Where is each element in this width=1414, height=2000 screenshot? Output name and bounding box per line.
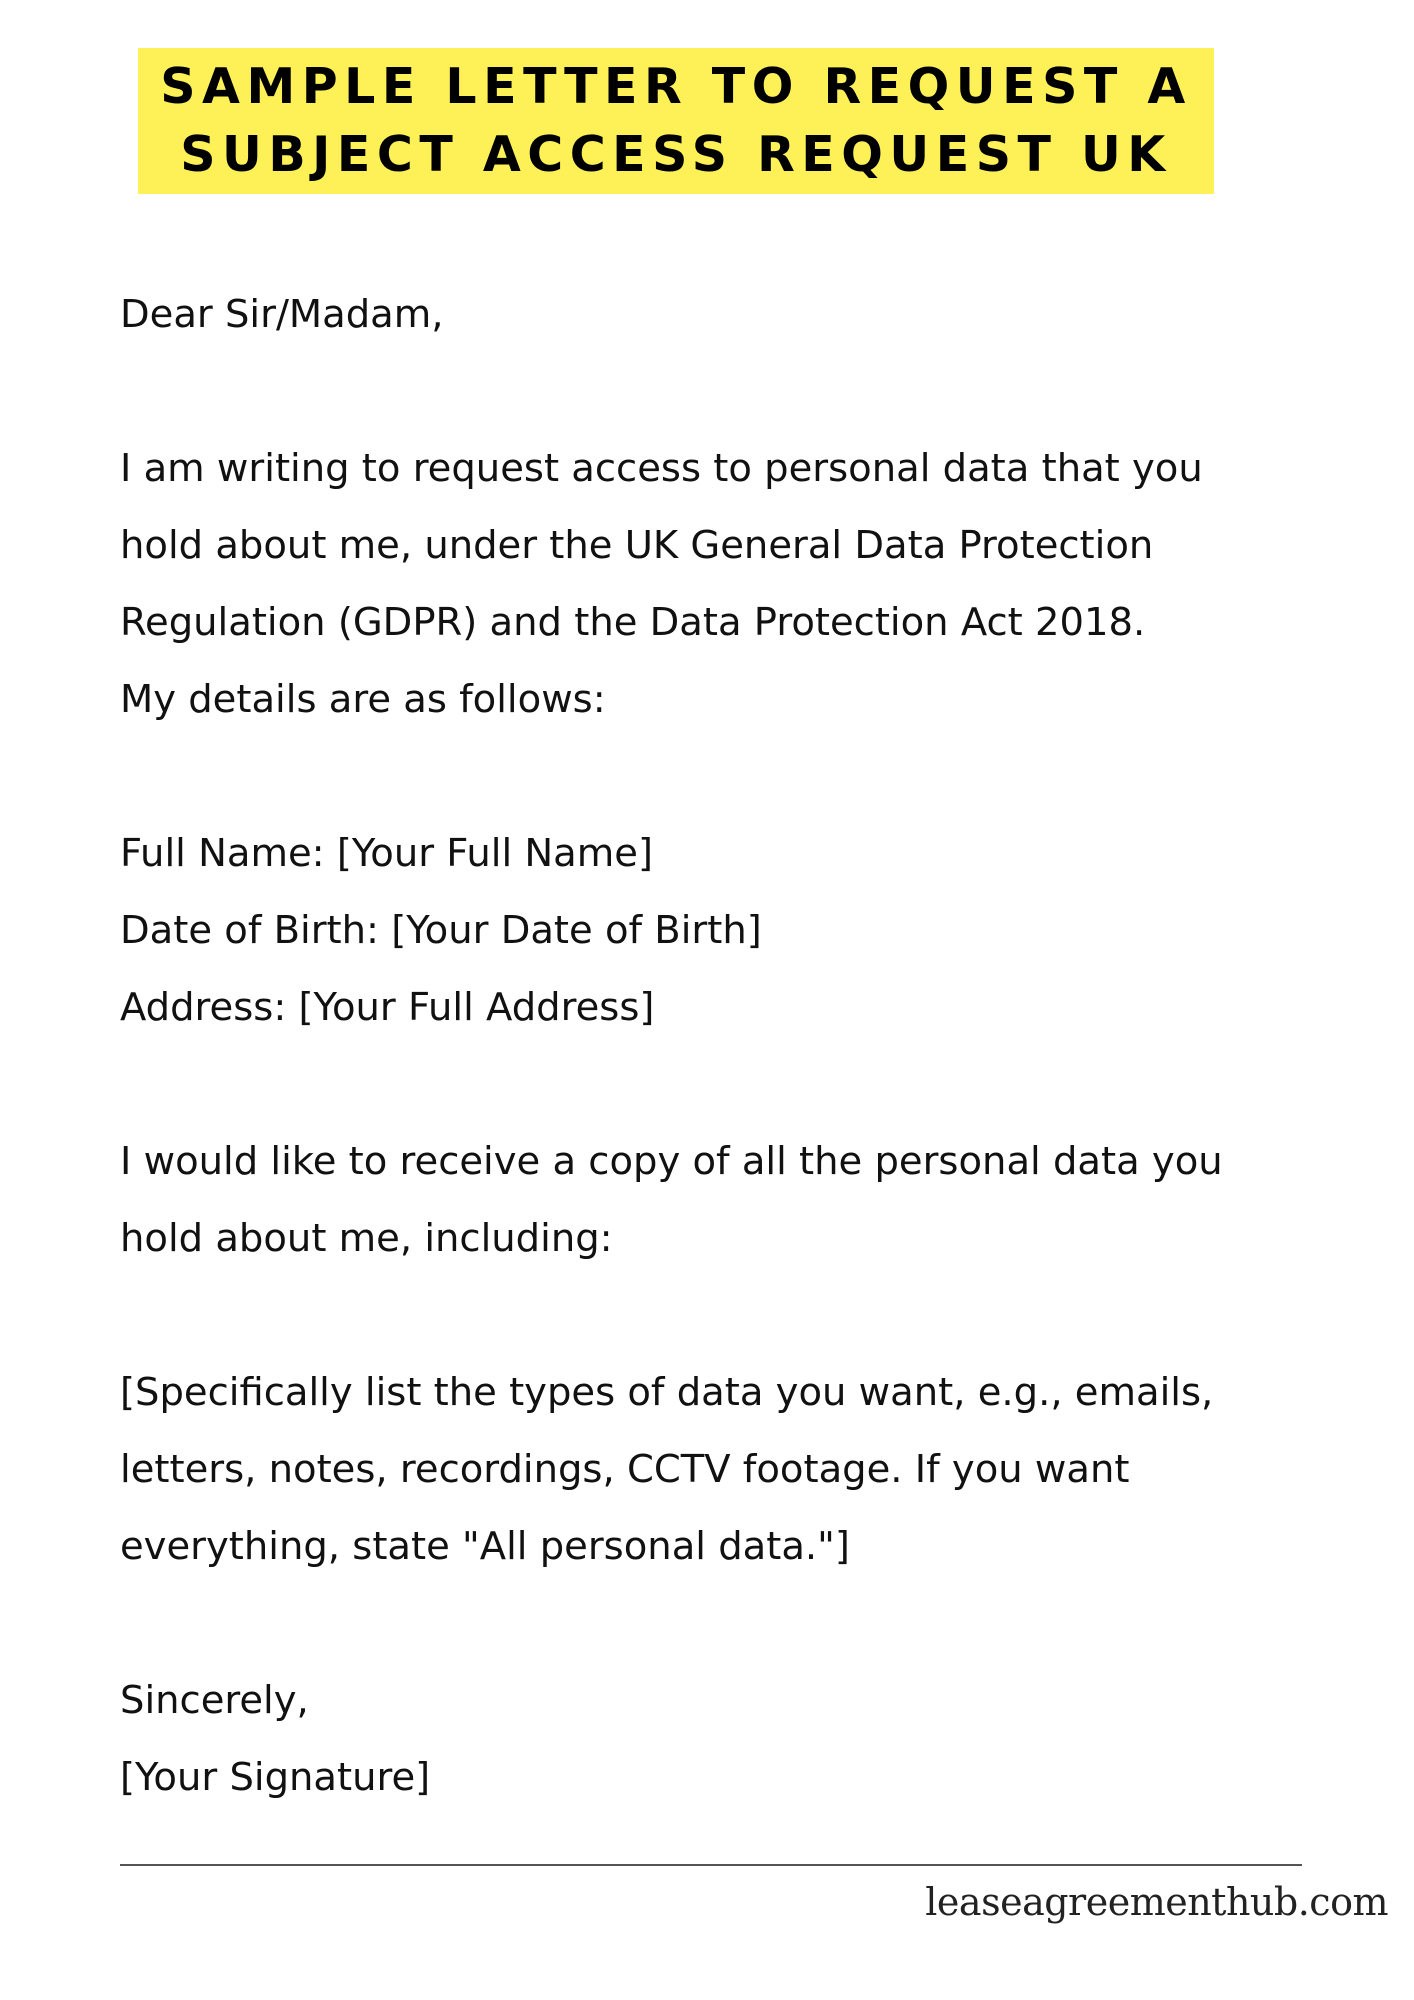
request-line: I would like to receive a copy of all the personal data you [120, 1139, 1223, 1184]
detail-address: Address: [Your Full Address] [120, 985, 655, 1030]
placeholder-line: everything, state "All personal data."] [120, 1524, 850, 1569]
data-types-placeholder [120, 1354, 1370, 1585]
title-line-2: SUBJECT ACCESS REQUEST UK [180, 126, 1172, 183]
placeholder-line: [Specifically list the types of data you want, e.g., emails, [120, 1370, 1214, 1415]
details-block [120, 815, 1370, 1046]
intro-line: hold about me, under the UK General Data Protection [120, 523, 1154, 568]
intro-line: I am writing to request access to personal data that you [120, 446, 1203, 491]
request-paragraph [120, 1123, 1370, 1277]
title-highlight [138, 48, 1214, 194]
footer-website: leaseagreementhub.com [925, 1880, 1388, 1924]
request-line: hold about me, including: [120, 1216, 613, 1261]
detail-date-of-birth: Date of Birth: [Your Date of Birth] [120, 908, 762, 953]
footer-divider [120, 1864, 1302, 1866]
intro-paragraph [120, 430, 1370, 738]
detail-full-name: Full Name: [Your Full Name] [120, 831, 653, 876]
letter-body [120, 276, 1370, 1816]
placeholder-line: letters, notes, recordings, CCTV footage. If you want [120, 1447, 1130, 1492]
signature-placeholder: [Your Signature] [120, 1755, 431, 1800]
salutation: Dear Sir/Madam, [120, 292, 444, 337]
intro-line: Regulation (GDPR) and the Data Protection Act 2018. [120, 600, 1146, 645]
intro-line: My details are as follows: [120, 677, 606, 722]
title-line-1: SAMPLE LETTER TO REQUEST A [160, 58, 1192, 115]
closing: Sincerely, [120, 1678, 309, 1723]
